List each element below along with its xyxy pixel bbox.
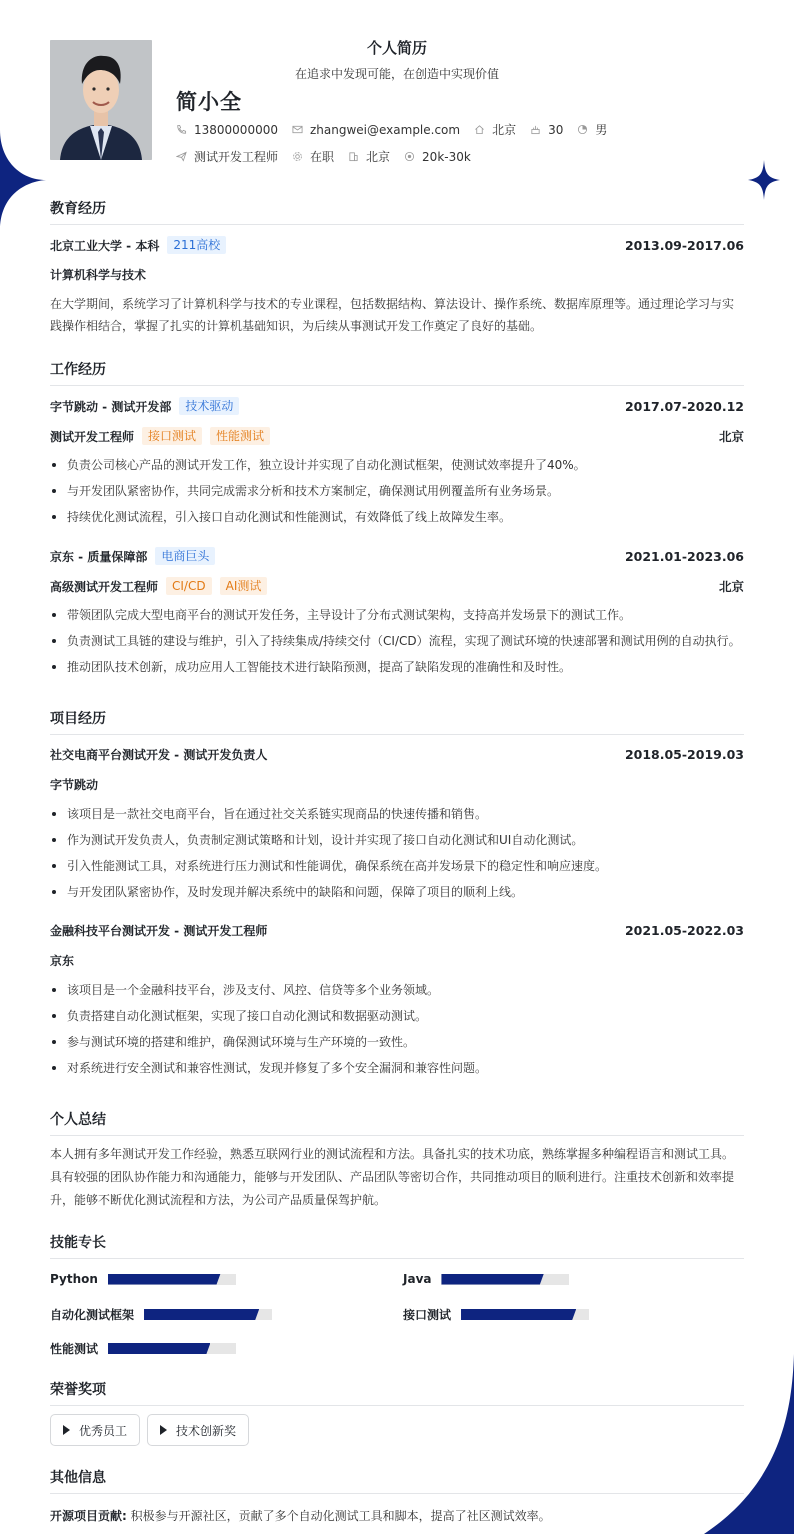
project-company: 字节跳动 <box>50 778 99 792</box>
work-role-row <box>50 577 744 595</box>
skill-bar-fill <box>108 1274 221 1285</box>
profile-photo <box>50 40 152 160</box>
skill-name: 性能测试 <box>50 1342 99 1356</box>
company-name: 京东 - 质量保障部 <box>50 549 148 564</box>
work-date: 2017.07-2020.12 <box>624 398 744 414</box>
award-chip <box>147 1414 249 1446</box>
project-entry-head <box>50 746 744 763</box>
salary-text: 20k-30k <box>422 149 471 164</box>
skill-item <box>50 1306 272 1323</box>
work-entry-head <box>50 397 744 415</box>
role-title: 测试开发工程师 <box>50 429 135 444</box>
phone-info <box>176 123 278 137</box>
age-text: 30 <box>548 122 564 137</box>
list-item: 带领团队完成大型电商平台的测试开发任务，主导设计了分布式测试架构，支持高并发场景下的测试工作。 <box>50 602 744 628</box>
list-item: 对系统进行安全测试和兼容性测试，发现并修复了多个安全漏洞和兼容性问题。 <box>50 1055 744 1081</box>
status-info <box>292 148 334 165</box>
list-item: 该项目是一个金融科技平台，涉及支付、风控、信贷等多个业务领域。 <box>50 977 744 1003</box>
project-bullets <box>50 977 744 1081</box>
list-item: 负责测试工具链的建设与维护，引入了持续集成/持续交付（CI/CD）流程，实现了测试环境的快速部署和测试用例的自动执行。 <box>50 628 744 654</box>
skill-item <box>50 1340 236 1357</box>
city-info <box>474 121 516 138</box>
job-info <box>176 148 278 165</box>
list-item: 持续优化测试流程，引入接口自动化测试和性能测试，有效降低了线上故障发生率。 <box>50 504 744 530</box>
work-location: 北京 <box>718 579 744 594</box>
skill-item <box>403 1272 569 1286</box>
other-text: 积极参与开源社区，贡献了多个自动化测试工具和脚本，提高了社区测试效率。 <box>130 1509 551 1523</box>
list-item: 与开发团队紧密协作，及时发现并解决系统中的缺陷和问题，保障了项目的顺利上线。 <box>50 879 744 905</box>
company-name: 字节跳动 - 测试开发部 <box>50 399 172 414</box>
target-city-text: 北京 <box>366 150 391 164</box>
skill-bar <box>461 1309 589 1320</box>
other-info <box>50 1507 744 1524</box>
list-item: 与开发团队紧密协作，共同完成需求分析和技术方案制定，确保测试用例覆盖所有业务场景。 <box>50 478 744 504</box>
other-label: 开源项目贡献: <box>50 1509 127 1523</box>
list-item: 引入性能测试工具，对系统进行压力测试和性能调优，确保系统在高并发场景下的稳定性和响应速度。 <box>50 853 744 879</box>
email-text: zhangwei@example.com <box>309 122 461 137</box>
skill-bar <box>108 1343 236 1354</box>
skill-bar-fill <box>441 1274 543 1285</box>
school-tag: 211高校 <box>167 236 226 254</box>
award-label: 优秀员工 <box>79 1423 128 1438</box>
building-icon <box>348 151 359 162</box>
role-tag: 性能测试 <box>210 427 270 445</box>
section-title-work: 工作经历 <box>50 359 744 386</box>
summary-section <box>50 1109 744 1136</box>
send-icon <box>176 151 187 162</box>
skill-item <box>50 1272 236 1286</box>
target-city-info <box>348 148 390 165</box>
company-tag: 技术驱动 <box>179 397 239 415</box>
work-role-row <box>50 427 744 445</box>
school-name: 北京工业大学 - 本科 <box>50 238 160 253</box>
role-title: 高级测试开发工程师 <box>50 579 159 594</box>
work-entry-head <box>50 547 744 565</box>
skills-section <box>50 1232 744 1259</box>
other-section <box>50 1467 744 1494</box>
gender-text: 男 <box>595 123 608 137</box>
status-text: 在职 <box>310 150 335 164</box>
work-section <box>50 359 744 386</box>
project-company: 京东 <box>50 954 75 968</box>
home-icon <box>474 124 485 135</box>
mail-icon <box>292 124 303 135</box>
candidate-name: 简小全 <box>176 90 242 114</box>
skill-name: 接口测试 <box>403 1308 452 1322</box>
list-item: 参与测试环境的搭建和维护，确保测试环境与生产环境的一致性。 <box>50 1029 744 1055</box>
city-text: 北京 <box>492 123 517 137</box>
skill-item <box>403 1306 589 1323</box>
phone-text: 13800000000 <box>194 122 278 137</box>
list-item: 推动团队技术创新，成功应用人工智能技术进行缺陷预测，提高了缺陷发现的准确性和及时性。 <box>50 654 744 680</box>
project-bullets <box>50 801 744 905</box>
company-tag: 电商巨头 <box>155 547 215 565</box>
section-title-education: 教育经历 <box>50 198 744 225</box>
cake-icon <box>530 124 541 135</box>
education-entry-head <box>50 236 744 254</box>
role-tag: 接口测试 <box>142 427 202 445</box>
job-text: 测试开发工程师 <box>194 150 279 164</box>
star-decoration <box>748 160 780 200</box>
section-title-awards: 荣誉奖项 <box>50 1379 744 1406</box>
work-bullets <box>50 452 744 530</box>
gender-icon <box>577 124 588 135</box>
money-icon <box>404 151 415 162</box>
project-date: 2018.05-2019.03 <box>624 747 744 762</box>
list-item: 负责公司核心产品的测试开发工作，独立设计并实现了自动化测试框架，使测试效率提升了40%。 <box>50 452 744 478</box>
list-item: 负责搭建自动化测试框架，实现了接口自动化测试和数据驱动测试。 <box>50 1003 744 1029</box>
skill-bar <box>108 1274 236 1285</box>
skill-bar-fill <box>108 1343 210 1354</box>
work-date: 2021.01-2023.06 <box>624 548 744 564</box>
project-entry-head <box>50 922 744 939</box>
play-icon <box>63 1425 70 1435</box>
project-section <box>50 708 744 735</box>
resume-header <box>50 0 744 190</box>
awards-section <box>50 1379 744 1406</box>
education-section <box>50 198 744 225</box>
work-location: 北京 <box>718 429 744 444</box>
project-title: 金融科技平台测试开发 - 测试开发工程师 <box>50 924 268 938</box>
skill-name: Java <box>403 1272 432 1286</box>
section-title-other: 其他信息 <box>50 1467 744 1494</box>
award-label: 技术创新奖 <box>176 1423 237 1438</box>
motto: 在追求中发现可能，在创造中实现价值 <box>294 67 499 81</box>
skill-bar-fill <box>144 1309 259 1320</box>
education-description: 在大学期间，系统学习了计算机科学与技术的专业课程，包括数据结构、算法设计、操作系统、数据库原理等。通过理论学习与实践操作相结合，掌握了扎实的计算机基础知识，为后续从事测试开发工作奠定了良好的基础。 <box>50 297 735 333</box>
skill-bar <box>441 1274 569 1285</box>
salary-info <box>404 150 471 164</box>
major: 计算机科学与技术 <box>50 268 147 282</box>
work-bullets <box>50 602 744 680</box>
gender-info <box>577 121 607 138</box>
education-date: 2013.09-2017.06 <box>624 237 744 253</box>
summary-text: 本人拥有多年测试开发工作经验，熟悉互联网行业的测试流程和方法。具备扎实的技术功底，熟练掌握多种编程语言和测试工具。具有较强的团队协作能力和沟通能力，能够与开发团队、产品团队等密切合作，共同推动项目的顺利进行。注重技术创新和效率提升，能够不断优化测试流程和方法，为公司产品质量保驾护航。 <box>50 1147 735 1207</box>
skill-name: Python <box>50 1272 98 1286</box>
job-intent-row <box>176 148 485 165</box>
phone-icon <box>176 124 187 135</box>
award-chip <box>50 1414 140 1446</box>
project-title: 社交电商平台测试开发 - 测试开发负责人 <box>50 748 268 762</box>
project-date: 2021.05-2022.03 <box>624 923 744 938</box>
section-title-skills: 技能专长 <box>50 1232 744 1259</box>
age-info <box>530 123 563 137</box>
list-item: 作为测试开发负责人，负责制定测试策略和计划，设计并实现了接口自动化测试和UI自动化测试。 <box>50 827 744 853</box>
document-title: 个人简历 <box>366 39 427 57</box>
role-tag: AI测试 <box>220 577 268 595</box>
role-tag: CI/CD <box>166 577 212 595</box>
play-icon <box>160 1425 167 1435</box>
skill-name: 自动化测试框架 <box>50 1308 135 1322</box>
skill-bar-fill <box>461 1309 576 1320</box>
contact-row <box>176 121 621 138</box>
list-item: 该项目是一款社交电商平台，旨在通过社交关系链实现商品的快速传播和销售。 <box>50 801 744 827</box>
section-title-summary: 个人总结 <box>50 1109 744 1136</box>
section-title-project: 项目经历 <box>50 708 744 735</box>
skill-bar <box>144 1309 272 1320</box>
email-info <box>292 123 460 137</box>
settings-icon <box>292 151 303 162</box>
resume-page <box>50 0 744 1523</box>
